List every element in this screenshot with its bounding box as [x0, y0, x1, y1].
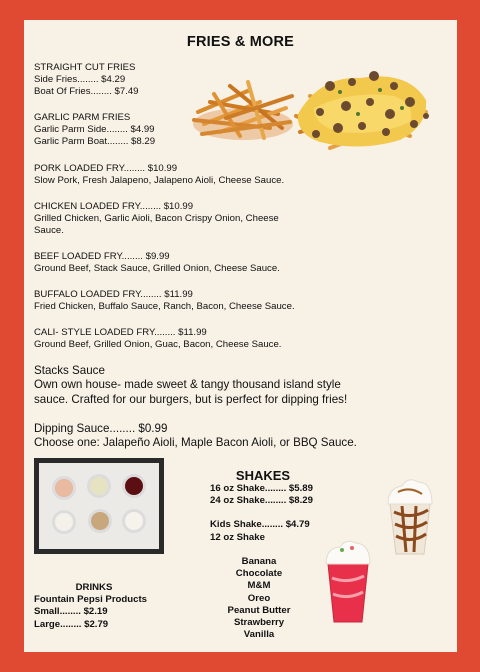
- flavor: Peanut Butter: [227, 604, 291, 616]
- flavor: Chocolate: [235, 568, 283, 580]
- section-heading: Stacks Sauce: [34, 364, 105, 377]
- loaded-fry-item: [34, 327, 281, 351]
- menu-item: Garlic Parm Side........ $4.99: [34, 124, 155, 136]
- item-title: BUFFALO LOADED FRY........ $11.99: [34, 289, 193, 300]
- menu-item: Boat Of Fries........ $7.49: [34, 86, 139, 98]
- item-description: Fried Chicken, Buffalo Sauce, Ranch, Bacon, Cheese Sauce.: [34, 301, 295, 313]
- drink-line: Fountain Pepsi Products: [34, 594, 148, 606]
- dipping-choices: Choose one: Jalapeño Aioli, Maple Bacon Aioli, or BBQ Sauce.: [34, 436, 357, 450]
- item-title: PORK LOADED FRY........ $10.99: [34, 163, 178, 174]
- loaded-fry-item: [34, 251, 280, 275]
- menu-item: Side Fries........ $4.29: [34, 74, 126, 86]
- shake-size: Kids Shake........ $4.79: [210, 519, 310, 531]
- section-text: Own own house- made sweet & tangy thousand island style: [34, 378, 341, 392]
- fries-photo: [190, 72, 296, 144]
- sauce-cups-photo: [34, 458, 164, 554]
- garlic-fries-section: [34, 112, 155, 149]
- section-heading: SHAKES: [235, 468, 291, 483]
- item-description: Ground Beef, Grilled Onion, Guac, Bacon, Cheese Sauce.: [34, 339, 282, 351]
- loaded-fry-item: [34, 289, 295, 313]
- section-heading: DRINKS: [75, 582, 113, 593]
- menu-item: Garlic Parm Boat........ $8.29: [34, 136, 156, 148]
- item-title: CHICKEN LOADED FRY........ $10.99: [34, 201, 194, 212]
- dipping-sauce-section: [34, 422, 357, 451]
- flavor: Strawberry: [233, 617, 285, 629]
- menu-card: [24, 20, 457, 652]
- flavor: Oreo: [247, 592, 271, 604]
- item-description: Slow Pork, Fresh Jalapeno, Jalapeno Aioli, Cheese Sauce.: [34, 175, 285, 187]
- stacks-sauce-section: [34, 364, 347, 407]
- item-description: Grilled Chicken, Garlic Aioli, Bacon Crispy Onion, Cheese: [34, 213, 279, 225]
- drinks-section: [34, 582, 154, 631]
- drink-line: Small........ $2.19: [34, 606, 108, 618]
- shake-flavors: [202, 556, 316, 641]
- loaded-fry-item: [34, 163, 284, 187]
- item-title: CALI- STYLE LOADED FRY........ $11.99: [34, 327, 207, 338]
- dipping-price: Dipping Sauce........ $0.99: [34, 422, 168, 435]
- flavor: M&M: [247, 580, 271, 592]
- loaded-fry-item: [34, 201, 279, 238]
- section-heading: GARLIC PARM FRIES: [34, 112, 131, 123]
- item-description: Sauce.: [34, 225, 64, 237]
- straight-fries-section: [34, 62, 139, 99]
- drink-line: Large........ $2.79: [34, 618, 109, 630]
- section-heading: STRAIGHT CUT FRIES: [34, 62, 136, 73]
- flavor: Vanilla: [243, 629, 275, 641]
- item-title: BEEF LOADED FRY........ $9.99: [34, 251, 170, 262]
- caramel-shake-photo: [382, 474, 438, 556]
- shake-size: 16 oz Shake........ $5.89: [210, 483, 313, 494]
- strawberry-shake-photo: [322, 538, 374, 624]
- flavor: Banana: [241, 556, 277, 567]
- shake-size: 12 oz Shake: [210, 531, 265, 543]
- page-title: FRIES & MORE: [186, 34, 295, 50]
- loaded-fries-photo: [290, 56, 432, 154]
- shake-size: 24 oz Shake........ $8.29: [210, 495, 313, 507]
- shakes-section: [210, 468, 316, 544]
- item-description: Ground Beef, Stack Sauce, Grilled Onion, Cheese Sauce.: [34, 263, 280, 275]
- section-text: sauce. Crafted for our burgers, but is perfect for dipping fries!: [34, 392, 348, 406]
